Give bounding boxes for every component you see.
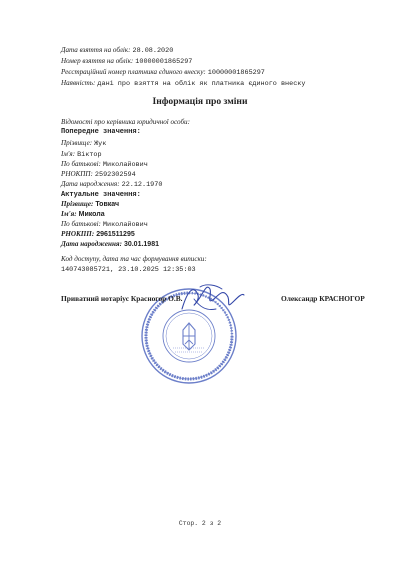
- taken-date-label: Дата взяття на облік:: [61, 46, 131, 54]
- taken-number-row: [61, 57, 192, 67]
- previous-rnokpp-label: РНОКПП:: [61, 170, 93, 178]
- previous-surname-label: Прізвище:: [61, 139, 93, 147]
- notary-right-name: Олександр КРАСНОГОР: [281, 294, 365, 303]
- current-patronymic-row: [61, 220, 148, 230]
- current-name-row: [61, 210, 105, 219]
- previous-patronymic-row: [61, 160, 148, 170]
- previous-surname-row: [61, 139, 106, 149]
- current-birth-value: 30.01.1981: [123, 241, 159, 248]
- previous-name-row: [61, 150, 102, 160]
- current-heading: Актуальне значення:: [61, 191, 141, 199]
- current-rnokpp-row: [61, 230, 135, 239]
- payer-reg-number-label: Реєстраційний номер платника єдиного внеску:: [61, 68, 206, 76]
- payer-reg-number-row: [61, 68, 265, 78]
- access-code-value: 140743085721, 23.10.2025 12:35:03: [61, 266, 196, 274]
- handwritten-signature: [176, 279, 246, 319]
- access-code-value-row: [61, 265, 196, 275]
- previous-birth-label: Дата народження:: [61, 180, 120, 188]
- previous-rnokpp-row: [61, 170, 136, 180]
- notary-left-label: Приватний нотаріус Красногор О.В.: [61, 294, 183, 303]
- taken-number-label: Номер взяття на облік:: [61, 57, 134, 65]
- taken-date-row: [61, 46, 173, 56]
- current-patronymic-label: По батькові:: [61, 220, 101, 228]
- payer-reg-number-value: 10000001865297: [207, 69, 265, 77]
- current-name-label: Ім'я:: [61, 210, 77, 218]
- previous-name-label: Ім'я:: [61, 150, 76, 158]
- previous-birth-value: 22.12.1970: [121, 181, 163, 189]
- head-info-label: Відомості про керівника юридичної особи:: [61, 118, 190, 126]
- presence-value: дані про взяття на облік як платника єдиного внеску: [97, 80, 306, 88]
- previous-rnokpp-value: 2592302594: [94, 171, 136, 179]
- current-rnokpp-label: РНОКПП:: [61, 230, 95, 238]
- access-code-label-row: [61, 255, 207, 264]
- taken-number-value: 10000001865297: [135, 58, 193, 66]
- current-heading-row: [61, 190, 141, 200]
- previous-heading: Попередне значення:: [61, 128, 141, 136]
- current-rnokpp-value: 2961511295: [96, 231, 135, 238]
- previous-birth-row: [61, 180, 162, 190]
- current-surname-label: Прізвище:: [61, 200, 94, 208]
- current-patronymic-value: Миколайович: [102, 221, 148, 229]
- current-surname-value: Товкач: [95, 201, 120, 208]
- head-info-row: [61, 118, 190, 127]
- previous-name-value: Віктор: [77, 151, 102, 159]
- access-code-label: Код доступу, дата та час формування виписки:: [61, 255, 207, 263]
- previous-patronymic-value: Миколайович: [102, 161, 148, 169]
- previous-heading-row: [61, 127, 141, 137]
- taken-date-value: 28.08.2020: [132, 47, 174, 55]
- current-name-value: Микола: [78, 211, 105, 218]
- page-title: Інформація про зміни: [152, 96, 248, 107]
- page-footer: Стор. 2 з 2: [178, 520, 222, 527]
- previous-surname-value: Жук: [94, 140, 107, 148]
- current-surname-row: [61, 200, 119, 209]
- presence-row: [61, 79, 305, 89]
- current-birth-row: [61, 240, 159, 249]
- previous-patronymic-label: По батькові:: [61, 160, 101, 168]
- presence-label: Наявність:: [61, 79, 96, 87]
- current-birth-label: Дата народження:: [61, 240, 122, 248]
